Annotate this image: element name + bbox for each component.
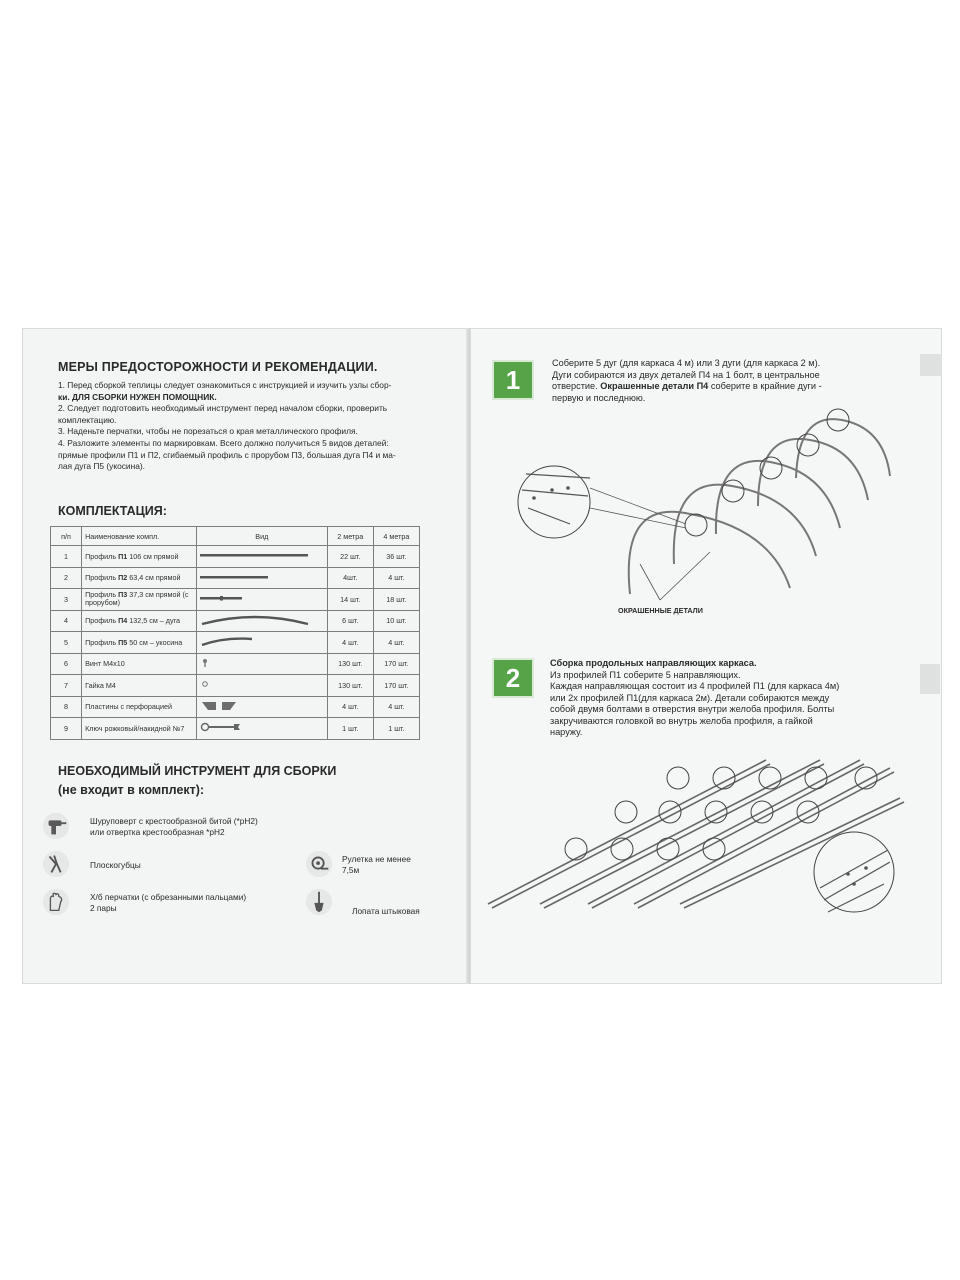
step2-line: собой двумя болтами в отверстия внутри желоба профиля. Болты [550,704,835,714]
precaution-line: 2. Следует подготовить необходимый инструмент перед началом сборки, проверить [58,403,388,414]
precaution-line: комплектацию. [58,414,117,425]
row-number: 6 [51,653,82,675]
row-code: П1 [118,551,128,561]
nut-drawing [196,675,327,697]
tool-tape-line1: Рулетка не менее [342,854,411,864]
table-row [51,632,420,654]
row-name [82,589,197,611]
row-qty-2m: 22 шт. [327,546,373,568]
kit-header: п/п [51,527,82,546]
row-qty-4m: 170 шт. [373,675,419,697]
kit-header: Вид [196,527,327,546]
rails-illustration [470,328,942,984]
row-qty-2m: 1 шт. [327,718,373,740]
row-number: 5 [51,632,82,654]
tool-shovel: Лопата штыковая [352,906,420,916]
tool-tape-line2: 7,5м [342,865,360,875]
screw-drawing [196,653,327,675]
kit-title: КОМПЛЕКТАЦИЯ: [58,504,167,518]
precaution-line: 1. Перед сборкой теплицы следует ознакомиться с инструкцией и изучить узлы сбор- [58,380,392,390]
precaution-line: 4. Разложите элементы по маркировкам. Всего должно получиться 5 видов деталей: [58,437,389,448]
pliers-icon [42,850,70,878]
row-code: П5 [118,637,128,647]
step2-line: или 2х профилей П1(для каркаса 2м). Детали собираются между [550,692,830,703]
tape-measure-icon [305,850,333,878]
row-name-pre: Профиль [85,551,117,561]
kit-table [50,526,420,740]
row-qty-2m: 130 шт. [327,675,373,697]
painted-parts-label: ОКРАШЕННЫЕ ДЕТАЛИ [618,606,703,615]
tool-gloves [90,892,246,914]
kit-header: 4 метра [373,527,419,546]
row-name-pre: Профиль [85,573,117,583]
step2-line: наружу. [550,727,583,737]
row-number: 1 [51,546,82,568]
row-code: П4 [118,616,128,626]
row-qty-2m: 4шт. [327,567,373,589]
step1-line3-post: соберите в крайние дуги - [708,381,822,391]
precaution-line: прямые профили П1 и П2, сгибаемый профиль с прорубом П3, большая дуга П4 и ма- [58,449,396,460]
row-name-post: 37,3 см прямой (с прорубом) [85,590,189,608]
tool-screwdriver-line2: или отвертка крестообразная *pH2 [90,827,225,837]
step1-badge: 1 [494,362,532,398]
profile-p2-drawing [196,567,327,589]
precaution-line: 3. Наденьте перчатки, чтобы не порезаться о края металлического профиля. [58,426,358,437]
perforated-plates-drawing [196,696,327,718]
gloves-icon [42,888,70,916]
precautions-title: МЕРЫ ПРЕДОСТОРОЖНОСТИ И РЕКОМЕНДАЦИИ. [58,360,378,374]
row-number: 4 [51,610,82,632]
step1-line: первую и последнюю. [552,392,646,403]
tool-gloves-line1: Х/б перчатки (с обрезанными пальцами) [90,892,247,902]
row-name-pre: Профиль [85,637,117,647]
profile-p1-drawing [196,546,327,568]
row-name: Ключ рожковый/накидной №7 [82,718,197,740]
row-qty-4m: 18 шт. [373,589,419,611]
tools-title [58,762,336,800]
step1-line3-bold: Окрашенные детали П4 [600,381,709,391]
table-row [51,610,420,632]
step2-badge: 2 [494,660,532,696]
precaution-line: лая дуга П5 (укосина). [58,461,145,472]
table-row [51,653,420,675]
table-row [51,546,420,568]
row-qty-2m: 4 шт. [327,632,373,654]
tool-gloves-line2: 2 пары [90,903,117,913]
row-name [82,567,197,589]
row-number: 9 [51,718,82,740]
row-number: 8 [51,696,82,718]
step2-line: закручиваются головкой во внутрь желоба профиля, а гайкой [550,715,813,726]
row-name [82,546,197,568]
kit-header: 2 метра [327,527,373,546]
row-name-post: 50 см – укосина [129,637,183,647]
tools-title-line1: НЕОБХОДИМЫЙ ИНСТРУМЕНТ ДЛЯ СБОРКИ [58,764,337,778]
row-qty-2m: 14 шт. [327,589,373,611]
profile-p4-drawing [196,610,327,632]
tool-pliers: Плоскогубцы [90,860,141,870]
row-code: П3 [118,590,128,600]
row-qty-2m: 130 шт. [327,653,373,675]
wrench-drawing [196,718,327,740]
profile-p3-drawing [196,589,327,611]
step2-line: Из профилей П1 соберите 5 направляющих. [550,669,741,680]
row-name-pre: Профиль [85,616,117,626]
row-qty-2m: 6 шт. [327,610,373,632]
step1-line: Соберите 5 дуг (для каркаса 4 м) или 3 дуги (для каркаса 2 м). [552,358,821,368]
row-name-post: 63,4 см прямой [129,573,181,583]
row-number: 2 [51,567,82,589]
tool-tape [342,854,411,876]
tool-screwdriver-line1: Шуруповерт с крестообразной битой (*pH2) [90,816,258,826]
tools-title-line2: (не входит в комплект): [58,783,205,797]
table-row [51,696,420,718]
row-name-pre: Профиль [85,590,117,600]
row-number: 7 [51,675,82,697]
kit-header: Наименование компл. [82,527,197,546]
row-code: П2 [118,573,128,583]
step1-line3-pre: отверстие. [552,381,601,391]
step1-line: Дуги собираются из двух деталей П4 на 1 болт, в центральное [552,369,820,380]
row-qty-4m: 10 шт. [373,610,419,632]
tool-screwdriver [90,816,258,838]
row-name-post: 106 см прямой [129,551,179,561]
profile-p5-drawing [196,632,327,654]
row-name-post: 132,5 см – дуга [129,616,181,626]
row-number: 3 [51,589,82,611]
shovel-icon [305,888,333,916]
row-qty-4m: 4 шт. [373,567,419,589]
row-name: Пластины с перфорацией [82,696,197,718]
row-name: Винт М4х10 [82,653,197,675]
table-row [51,718,420,740]
row-name [82,632,197,654]
precaution-line: ки. ДЛЯ СБОРКИ НУЖЕН ПОМОЩНИК. [58,391,217,402]
row-qty-4m: 36 шт. [373,546,419,568]
row-qty-4m: 1 шт. [373,718,419,740]
left-page [22,328,470,984]
right-page [470,328,942,984]
table-row [51,589,420,611]
drill-icon [42,812,70,840]
row-qty-2m: 4 шт. [327,696,373,718]
table-row [51,567,420,589]
step2-line: Каждая направляющая состоит из 4 профилей П1 (для каркаса 4м) [550,681,840,691]
kit-header-row [51,527,420,546]
precautions-list [58,380,463,473]
row-qty-4m: 4 шт. [373,632,419,654]
row-qty-4m: 4 шт. [373,696,419,718]
row-name [82,610,197,632]
table-row [51,675,420,697]
row-name: Гайка М4 [82,675,197,697]
row-qty-4m: 170 шт. [373,653,419,675]
step2-title: Сборка продольных направляющих каркаса. [550,658,757,668]
